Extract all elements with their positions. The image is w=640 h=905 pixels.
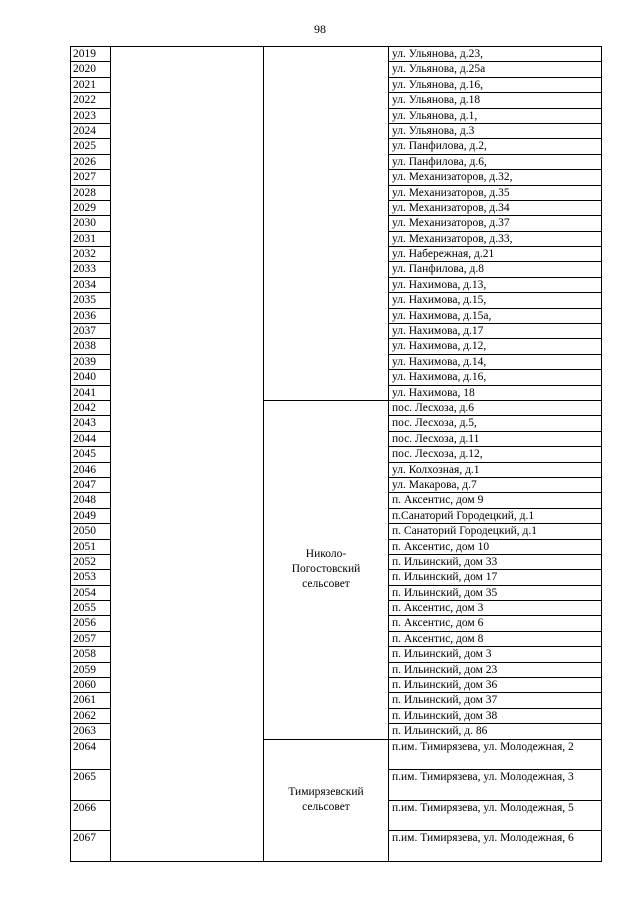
address-cell: п.им. Тимирязева, ул. Молодежная, 5 bbox=[389, 800, 602, 831]
address-cell: ул. Механизаторов, д.37 bbox=[389, 216, 602, 231]
address-cell: пос. Лесхоза, д.5, bbox=[389, 416, 602, 431]
row-number: 2046 bbox=[71, 462, 111, 477]
row-number: 2040 bbox=[71, 370, 111, 385]
row-number: 2037 bbox=[71, 324, 111, 339]
address-cell: п. Ильинский, д. 86 bbox=[389, 724, 602, 739]
address-cell: ул. Нахимова, д.15а, bbox=[389, 308, 602, 323]
address-cell: ул. Механизаторов, д.35 bbox=[389, 185, 602, 200]
district-cell bbox=[264, 47, 389, 401]
address-cell: п. Аксентис, дом 9 bbox=[389, 493, 602, 508]
address-cell: п. Санаторий Городецкий, д.1 bbox=[389, 524, 602, 539]
row-number: 2026 bbox=[71, 154, 111, 169]
row-number: 2039 bbox=[71, 354, 111, 369]
address-cell: п. Ильинский, дом 38 bbox=[389, 708, 602, 723]
address-cell: п.им. Тимирязева, ул. Молодежная, 2 bbox=[389, 739, 602, 770]
address-cell: п. Аксентис, дом 10 bbox=[389, 539, 602, 554]
address-cell: ул. Механизаторов, д.33, bbox=[389, 231, 602, 246]
address-cell: п. Ильинский, дом 23 bbox=[389, 662, 602, 677]
address-cell: ул. Макарова, д.7 bbox=[389, 477, 602, 492]
address-cell: п. Аксентис, дом 3 bbox=[389, 601, 602, 616]
row-number: 2057 bbox=[71, 631, 111, 646]
address-cell: ул. Набережная, д.21 bbox=[389, 247, 602, 262]
district-cell: Тимирязевский сельсовет bbox=[264, 739, 389, 861]
row-number: 2058 bbox=[71, 647, 111, 662]
address-cell: ул. Нахимова, д.13, bbox=[389, 277, 602, 292]
row-number: 2043 bbox=[71, 416, 111, 431]
address-cell: ул. Нахимова, д.16, bbox=[389, 370, 602, 385]
row-number: 2060 bbox=[71, 678, 111, 693]
row-number: 2059 bbox=[71, 662, 111, 677]
row-number: 2064 bbox=[71, 739, 111, 770]
address-cell: ул. Ульянова, д.3 bbox=[389, 123, 602, 138]
address-cell: п. Ильинский, дом 17 bbox=[389, 570, 602, 585]
address-cell: п. Ильинский, дом 36 bbox=[389, 678, 602, 693]
address-cell: ул. Панфилова, д.8 bbox=[389, 262, 602, 277]
row-number: 2042 bbox=[71, 400, 111, 415]
row-number: 2023 bbox=[71, 108, 111, 123]
row-number: 2031 bbox=[71, 231, 111, 246]
address-cell: ул. Ульянова, д.16, bbox=[389, 77, 602, 92]
row-number: 2027 bbox=[71, 170, 111, 185]
row-number: 2021 bbox=[71, 77, 111, 92]
row-number: 2067 bbox=[71, 831, 111, 862]
address-cell: ул. Нахимова, д.17 bbox=[389, 324, 602, 339]
row-number: 2034 bbox=[71, 277, 111, 292]
address-cell: п. Ильинский, дом 3 bbox=[389, 647, 602, 662]
row-number: 2036 bbox=[71, 308, 111, 323]
page-number: 98 bbox=[314, 22, 326, 36]
address-cell: пос. Лесхоза, д.12, bbox=[389, 447, 602, 462]
row-number: 2044 bbox=[71, 431, 111, 446]
row-number: 2029 bbox=[71, 200, 111, 215]
district-cell: Николо- Погостовский сельсовет bbox=[264, 400, 389, 739]
row-number: 2050 bbox=[71, 524, 111, 539]
row-number: 2019 bbox=[71, 47, 111, 62]
address-cell: ул. Нахимова, д.14, bbox=[389, 354, 602, 369]
address-cell: ул. Ульянова, д.23, bbox=[389, 47, 602, 62]
row-number: 2035 bbox=[71, 293, 111, 308]
row-number: 2028 bbox=[71, 185, 111, 200]
address-cell: ул. Ульянова, д.18 bbox=[389, 93, 602, 108]
row-number: 2049 bbox=[71, 508, 111, 523]
address-cell: пос. Лесхоза, д.6 bbox=[389, 400, 602, 415]
address-cell: п. Аксентис, дом 8 bbox=[389, 631, 602, 646]
row-number: 2061 bbox=[71, 693, 111, 708]
row-number: 2054 bbox=[71, 585, 111, 600]
address-cell: ул. Панфилова, д.6, bbox=[389, 154, 602, 169]
row-number: 2055 bbox=[71, 601, 111, 616]
row-number: 2048 bbox=[71, 493, 111, 508]
address-table-body bbox=[71, 47, 602, 862]
row-number: 2025 bbox=[71, 139, 111, 154]
row-number: 2063 bbox=[71, 724, 111, 739]
address-cell: п.Санаторий Городецкий, д.1 bbox=[389, 508, 602, 523]
address-cell: ул. Нахимова, 18 bbox=[389, 385, 602, 400]
address-cell: п.им. Тимирязева, ул. Молодежная, 6 bbox=[389, 831, 602, 862]
row-number: 2065 bbox=[71, 770, 111, 801]
row-number: 2047 bbox=[71, 477, 111, 492]
row-number: 2052 bbox=[71, 554, 111, 569]
address-cell: п. Ильинский, дом 33 bbox=[389, 554, 602, 569]
row-number: 2045 bbox=[71, 447, 111, 462]
row-number: 2062 bbox=[71, 708, 111, 723]
row-number: 2053 bbox=[71, 570, 111, 585]
row-number: 2032 bbox=[71, 247, 111, 262]
address-cell: п.им. Тимирязева, ул. Молодежная, 3 bbox=[389, 770, 602, 801]
row-number: 2024 bbox=[71, 123, 111, 138]
row-number: 2056 bbox=[71, 616, 111, 631]
address-cell: ул. Механизаторов, д.32, bbox=[389, 170, 602, 185]
row-number: 2033 bbox=[71, 262, 111, 277]
address-cell: п. Ильинский, дом 35 bbox=[389, 585, 602, 600]
address-cell: ул. Ульянова, д.1, bbox=[389, 108, 602, 123]
address-cell: пос. Лесхоза, д.11 bbox=[389, 431, 602, 446]
row-number: 2051 bbox=[71, 539, 111, 554]
row-number: 2030 bbox=[71, 216, 111, 231]
table-row bbox=[71, 47, 602, 62]
empty-column-cell bbox=[111, 47, 264, 862]
address-cell: ул. Панфилова, д.2, bbox=[389, 139, 602, 154]
address-cell: ул. Ульянова, д.25а bbox=[389, 62, 602, 77]
address-cell: ул. Нахимова, д.15, bbox=[389, 293, 602, 308]
address-cell: ул. Колхозная, д.1 bbox=[389, 462, 602, 477]
address-cell: п. Ильинский, дом 37 bbox=[389, 693, 602, 708]
row-number: 2041 bbox=[71, 385, 111, 400]
row-number: 2066 bbox=[71, 800, 111, 831]
address-cell: ул. Нахимова, д.12, bbox=[389, 339, 602, 354]
address-cell: п. Аксентис, дом 6 bbox=[389, 616, 602, 631]
row-number: 2038 bbox=[71, 339, 111, 354]
row-number: 2020 bbox=[71, 62, 111, 77]
row-number: 2022 bbox=[71, 93, 111, 108]
address-table bbox=[70, 46, 602, 862]
address-cell: ул. Механизаторов, д.34 bbox=[389, 200, 602, 215]
